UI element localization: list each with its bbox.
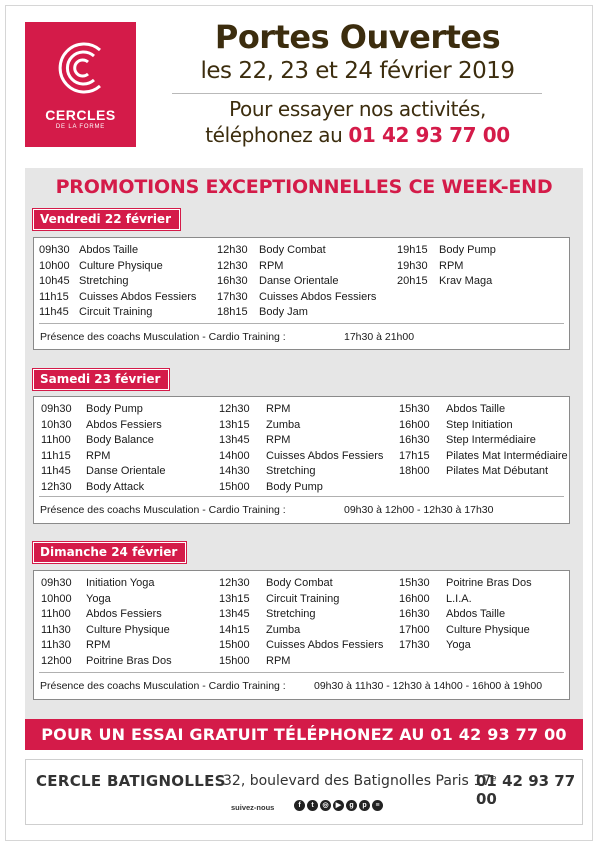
class-name: Abdos Fessiers bbox=[86, 608, 162, 620]
class-time: 11h15 bbox=[41, 449, 71, 462]
class-name: Culture Physique bbox=[446, 623, 530, 636]
coach-presence-label: Présence des coachs Musculation - Cardio Training : bbox=[40, 504, 286, 516]
class-name: Body Balance bbox=[86, 434, 154, 446]
youtube-icon[interactable]: ▶ bbox=[333, 800, 344, 811]
day-heading: Samedi 23 février bbox=[33, 369, 169, 390]
club-name: CERCLE BATIGNOLLES bbox=[36, 772, 226, 790]
header-divider bbox=[172, 93, 542, 94]
coach-presence-label: Présence des coachs Musculation - Cardio Training : bbox=[40, 331, 286, 343]
class-time: 16h30 bbox=[399, 608, 430, 620]
schedule-table bbox=[33, 570, 570, 700]
coach-divider bbox=[39, 496, 564, 497]
logo-tagline: DE LA FORME bbox=[55, 124, 106, 130]
coach-presence-hours: 09h30 à 11h30 - 12h30 à 14h00 - 16h00 à 19h00 bbox=[314, 680, 543, 692]
class-name: Body Attack bbox=[86, 480, 145, 493]
header-phone-line bbox=[170, 123, 545, 147]
class-name: Body Jam bbox=[259, 306, 308, 318]
class-name: Danse Orientale bbox=[259, 275, 339, 287]
class-name: RPM bbox=[86, 639, 111, 651]
class-name: Yoga bbox=[86, 592, 111, 605]
follow-label: suivez-nous bbox=[231, 803, 275, 812]
class-name: Pilates Mat Débutant bbox=[446, 465, 549, 477]
class-time: 09h30 bbox=[41, 577, 72, 589]
instagram-icon[interactable]: ◎ bbox=[320, 800, 331, 811]
class-name: Zumba bbox=[266, 623, 301, 636]
event-dates: les 22, 23 et 24 février 2019 bbox=[200, 58, 515, 84]
class-time: 10h30 bbox=[41, 418, 72, 431]
class-name: RPM bbox=[266, 403, 291, 415]
schedule-panel bbox=[25, 168, 583, 719]
cta-banner[interactable]: POUR UN ESSAI GRATUIT TÉLÉPHONEZ AU 01 42 93 77 00 bbox=[25, 719, 583, 750]
header-subtitle: Pour essayer nos activités, bbox=[229, 97, 486, 121]
day-heading: Vendredi 22 février bbox=[33, 209, 180, 230]
class-name: Stretching bbox=[266, 465, 316, 477]
class-name: Poitrine Bras Dos bbox=[86, 654, 172, 667]
class-name: Krav Maga bbox=[439, 275, 493, 287]
class-time: 16h00 bbox=[399, 592, 430, 605]
coach-divider bbox=[39, 672, 564, 673]
class-time: 13h15 bbox=[219, 418, 250, 431]
class-time: 16h00 bbox=[399, 418, 430, 431]
logo bbox=[25, 22, 136, 147]
class-time: 11h00 bbox=[41, 608, 71, 620]
class-name: Body Combat bbox=[259, 244, 326, 256]
class-time: 12h30 bbox=[217, 259, 248, 272]
class-name: RPM bbox=[266, 654, 291, 667]
google-plus-icon[interactable]: g bbox=[346, 800, 357, 811]
class-name: Circuit Training bbox=[79, 306, 153, 318]
class-time: 15h30 bbox=[399, 403, 430, 415]
class-name: RPM bbox=[266, 434, 291, 446]
class-time: 11h15 bbox=[39, 290, 69, 303]
class-time: 11h00 bbox=[41, 434, 71, 446]
class-name: RPM bbox=[86, 449, 111, 462]
class-name: Cuisses Abdos Fessiers bbox=[266, 449, 384, 462]
coach-presence-hours: 17h30 à 21h00 bbox=[344, 331, 415, 343]
class-time: 11h30 bbox=[41, 623, 71, 636]
logo-wordmark: CERCLES bbox=[45, 107, 116, 123]
class-time: 17h00 bbox=[399, 623, 430, 636]
class-time: 09h30 bbox=[39, 244, 70, 256]
club-phone[interactable]: 01 42 93 77 00 bbox=[476, 772, 576, 808]
class-time: 10h00 bbox=[41, 592, 72, 605]
class-name: Culture Physique bbox=[86, 623, 170, 636]
twitter-icon[interactable]: t bbox=[307, 800, 318, 811]
class-time: 19h30 bbox=[397, 259, 428, 272]
class-name: Yoga bbox=[446, 639, 471, 651]
class-time: 12h30 bbox=[41, 480, 72, 493]
class-name: Body Pump bbox=[86, 403, 143, 415]
facebook-icon[interactable]: f bbox=[294, 800, 305, 811]
class-time: 13h15 bbox=[219, 592, 250, 605]
class-name: Stretching bbox=[79, 275, 129, 287]
class-time: 14h15 bbox=[219, 623, 250, 636]
class-name: Body Pump bbox=[439, 244, 496, 256]
class-time: 18h00 bbox=[399, 465, 430, 477]
class-name: Abdos Taille bbox=[446, 608, 506, 620]
coach-divider bbox=[39, 323, 564, 324]
pinterest-icon[interactable]: p bbox=[359, 800, 370, 811]
class-time: 17h30 bbox=[399, 639, 430, 651]
coach-presence-hours: 09h30 à 12h00 - 12h30 à 17h30 bbox=[344, 504, 494, 516]
class-time: 12h30 bbox=[217, 244, 248, 256]
class-time: 11h45 bbox=[41, 465, 71, 477]
class-name: Danse Orientale bbox=[86, 465, 166, 477]
class-time: 20h15 bbox=[397, 275, 428, 287]
class-time: 18h15 bbox=[217, 306, 248, 318]
page-title: Portes Ouvertes bbox=[214, 18, 501, 56]
club-address: 32, boulevard des Batignolles Paris 17ᵉ bbox=[223, 773, 497, 789]
class-time: 16h30 bbox=[217, 275, 248, 287]
class-time: 10h00 bbox=[39, 259, 70, 272]
class-time: 17h15 bbox=[399, 449, 430, 462]
schedule-table bbox=[33, 396, 570, 524]
promo-title: PROMOTIONS EXCEPTIONNELLES CE WEEK-END bbox=[55, 176, 553, 198]
blog-icon[interactable]: ≡ bbox=[372, 800, 383, 811]
class-time: 15h00 bbox=[219, 654, 250, 667]
class-name: RPM bbox=[259, 259, 284, 272]
class-name: Stretching bbox=[266, 608, 316, 620]
class-time: 09h30 bbox=[41, 403, 72, 415]
class-name: Body Pump bbox=[266, 480, 323, 493]
class-name: Body Combat bbox=[266, 577, 333, 589]
class-name: Initiation Yoga bbox=[86, 577, 155, 589]
class-name: Poitrine Bras Dos bbox=[446, 577, 532, 589]
class-time: 16h30 bbox=[399, 434, 430, 446]
class-time: 15h00 bbox=[219, 639, 250, 651]
class-name: Abdos Fessiers bbox=[86, 418, 162, 431]
class-name: Cuisses Abdos Fessiers bbox=[79, 290, 197, 303]
class-time: 13h45 bbox=[219, 434, 250, 446]
class-name: Pilates Mat Intermédiaire bbox=[446, 449, 568, 462]
cercles-logo-icon bbox=[52, 37, 108, 99]
class-time: 19h15 bbox=[397, 244, 428, 256]
class-time: 17h30 bbox=[217, 290, 248, 303]
class-time: 11h30 bbox=[41, 639, 71, 651]
class-name: Zumba bbox=[266, 418, 301, 431]
class-time: 15h00 bbox=[219, 480, 250, 493]
class-time: 12h00 bbox=[41, 654, 72, 667]
day-heading: Dimanche 24 février bbox=[33, 542, 186, 563]
class-name: Abdos Taille bbox=[79, 244, 139, 256]
class-time: 13h45 bbox=[219, 608, 250, 620]
class-name: Step Intermédiaire bbox=[446, 434, 536, 446]
coach-presence-label: Présence des coachs Musculation - Cardio Training : bbox=[40, 680, 286, 692]
class-name: RPM bbox=[439, 259, 464, 272]
class-time: 10h45 bbox=[39, 275, 70, 287]
header-phone-number[interactable]: 01 42 93 77 00 bbox=[348, 123, 510, 147]
class-time: 12h30 bbox=[219, 577, 250, 589]
class-name: L.I.A. bbox=[446, 592, 472, 605]
footer bbox=[25, 759, 583, 825]
class-name: Step Initiation bbox=[446, 418, 513, 431]
class-time: 14h00 bbox=[219, 449, 250, 462]
header-phone-prefix: téléphonez au bbox=[205, 123, 349, 147]
class-time: 12h30 bbox=[219, 403, 250, 415]
class-name: Circuit Training bbox=[266, 592, 340, 605]
class-name: Cuisses Abdos Fessiers bbox=[266, 639, 384, 651]
class-name: Abdos Taille bbox=[446, 403, 506, 415]
class-time: 11h45 bbox=[39, 306, 69, 318]
class-name: Culture Physique bbox=[79, 259, 163, 272]
class-name: Cuisses Abdos Fessiers bbox=[259, 290, 377, 303]
class-time: 14h30 bbox=[219, 465, 250, 477]
schedule-table bbox=[33, 237, 570, 350]
class-time: 15h30 bbox=[399, 577, 430, 589]
